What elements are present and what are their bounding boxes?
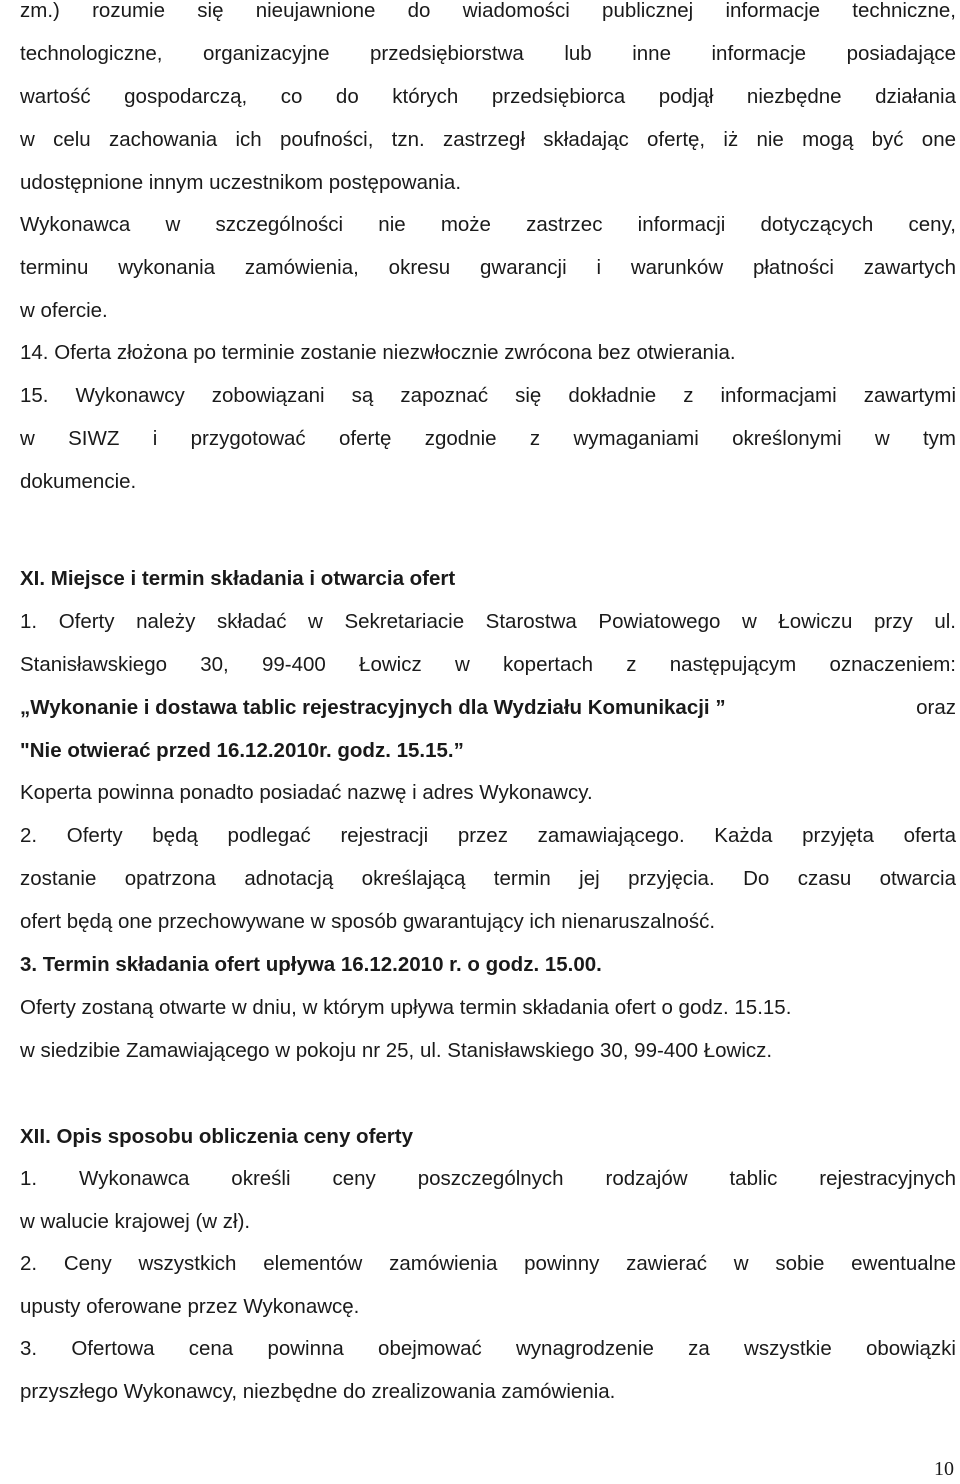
text-line: ofert będą one przechowywane w sposób gwarantujący ich nienaruszalność.	[20, 910, 716, 933]
text-line: terminu wykonania zamówienia, okresu gwarancji i warunków płatności zawartych	[20, 256, 956, 279]
text-line: wartość gospodarczą, co do których przedsiębiorca podjął niezbędne działania	[20, 85, 956, 108]
text-line: 3. Ofertowa cena powinna obejmować wynagrodzenie za wszystkie obowiązki	[20, 1337, 956, 1360]
text-line: zm.) rozumie się nieujawnione do wiadomości publicznej informacje techniczne,	[20, 0, 956, 22]
text-line: Wykonawca w szczególności nie może zastrzec informacji dotyczących ceny,	[20, 213, 956, 236]
text-line: upusty oferowane przez Wykonawcę.	[20, 1295, 360, 1318]
text-line: w walucie krajowej (w zł).	[20, 1210, 251, 1233]
text-line: oraz	[916, 696, 956, 719]
text-line: 14. Oferta złożona po terminie zostanie niezwłocznie zwrócona bez otwierania.	[20, 341, 736, 364]
envelope-label: "Nie otwierać przed 16.12.2010r. godz. 15.15.”	[20, 739, 464, 762]
text-line: 1. Wykonawca określi ceny poszczególnych rodzajów tablic rejestracyjnych	[20, 1167, 956, 1190]
text-line: 2. Ceny wszystkich elementów zamówienia powinny zawierać w sobie ewentualne	[20, 1252, 956, 1275]
text-line: w celu zachowania ich poufności, tzn. zastrzegł składając ofertę, iż nie mogą być one	[20, 128, 956, 151]
text-line: w ofercie.	[20, 299, 108, 322]
section-heading: XI. Miejsce i termin składania i otwarcia ofert	[20, 567, 456, 590]
text-line: w SIWZ i przygotować ofertę zgodnie z wymaganiami określonymi w tym	[20, 427, 956, 450]
deadline-line: 3. Termin składania ofert upływa 16.12.2010 r. o godz. 15.00.	[20, 953, 602, 976]
text-line: 15. Wykonawcy zobowiązani są zapoznać się dokładnie z informacjami zawartymi	[20, 384, 956, 407]
text-line: Koperta powinna ponadto posiadać nazwę i adres Wykonawcy.	[20, 781, 593, 804]
section-heading: XII. Opis sposobu obliczenia ceny oferty	[20, 1125, 414, 1148]
text-line: przyszłego Wykonawcy, niezbędne do zrealizowania zamówienia.	[20, 1380, 616, 1403]
text-line: Stanisławskiego 30, 99-400 Łowicz w kopertach z następującym oznaczeniem:	[20, 653, 956, 676]
text-line: Oferty zostaną otwarte w dniu, w którym upływa termin składania ofert o godz. 15.15.	[20, 996, 792, 1019]
text-line: dokumencie.	[20, 470, 137, 493]
text-line: 1. Oferty należy składać w Sekretariacie Starostwa Powiatowego w Łowiczu przy ul.	[20, 610, 956, 633]
envelope-label: „Wykonanie i dostawa tablic rejestracyjnych dla Wydziału Komunikacji ”	[20, 696, 726, 719]
page-number: 10	[934, 1458, 954, 1480]
text-line: technologiczne, organizacyjne przedsiębiorstwa lub inne informacje posiadające	[20, 42, 956, 65]
text-line: zostanie opatrzona adnotacją określającą termin jej przyjęcia. Do czasu otwarcia	[20, 867, 956, 890]
text-line: w siedzibie Zamawiającego w pokoju nr 25, ul. Stanisławskiego 30, 99-400 Łowicz.	[20, 1039, 773, 1062]
text-line: udostępnione innym uczestnikom postępowania.	[20, 171, 462, 194]
text-line: 2. Oferty będą podlegać rejestracji przez zamawiającego. Każda przyjęta oferta	[20, 824, 956, 847]
